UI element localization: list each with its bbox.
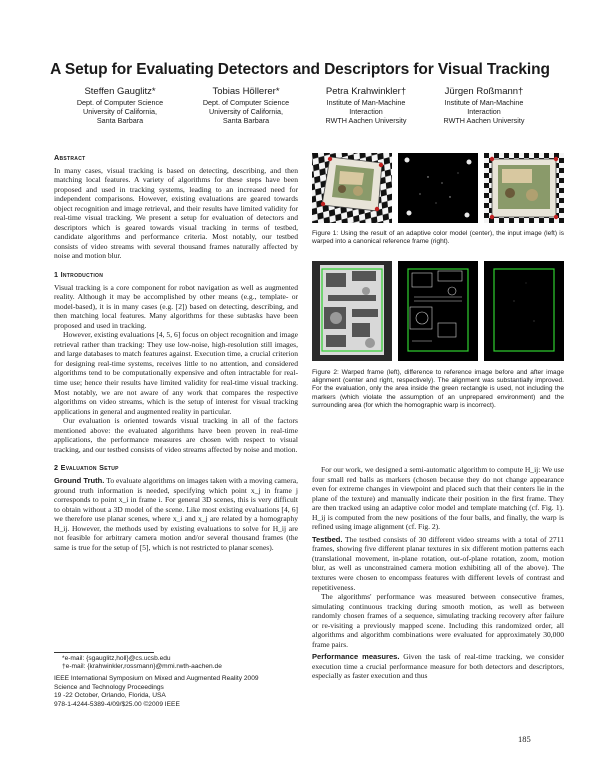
intro-paragraph-3: Our evaluation is oriented towards visual tracking in all of the factors mentioned above: the evaluated algorithms have been proven in real-time applications, the performance measures are chosen with respect to visual tracking, and our testbed consists of video streams affected by noise and motion. bbox=[54, 416, 298, 454]
page-number: 185 bbox=[518, 734, 531, 744]
paper-title: A Setup for Evaluating Detectors and Descriptors for Visual Tracking bbox=[50, 61, 550, 78]
intro-paragraph-2: However, existing evaluations [4, 5, 6] focus on object recognition and image retrieval rather than tracking: They use low-noise, high-resolution still images, and large databases to match features against. Execution time, a crucial criterion for designing real-time systems, receives little to no attention, and considered algorithms tend to be computationally expensive and often intractable for real-time use; hence their results have limited validity for real-time visual tracking. Most notably, we are not aware of any work that compares the respective algorithms on video streams, which is the setup of interest for visual tracking applications in general and augmented reality in particular. bbox=[54, 330, 298, 416]
author-affiliation: Santa Barbara bbox=[96, 116, 144, 125]
ground-truth-text: To evaluate algorithms on images taken with a moving camera, ground truth information is needed, specifying which point x_j in frame j corresponds to point x_i in frame i. For general 3D scenes, this is very difficult to obtain without a 3D model of the scene. Like most existing evaluations [4, 6] we therefore use planar scenes, where x_i and x_j are related by a homography H_ij. However, the methods used by existing evaluations to solve for H_ij are not feasible for arbitrary camera motion and/or several thousand frames (the same is true for the setup of [5], which is not restricted to planar scenes). bbox=[54, 475, 298, 552]
author-affiliation: Dept. of Computer Science bbox=[76, 98, 164, 107]
author-affiliation: Institute of Man-Machine bbox=[444, 98, 524, 107]
author-name: Petra Krahwinkler† bbox=[325, 86, 407, 97]
author-1 bbox=[54, 86, 186, 125]
performance-text: Given the task of real-time tracking, we consider execution time a crucial performance measure for both detectors and descriptors, especially as faster execution and thus bbox=[312, 652, 565, 681]
measurement-paragraph: The algorithms' performance was measured between consecutive frames, simulating continuous tracking during smooth motion, as well as between randomly chosen frames of a sequence, simulating tracking recovery after failure or re-visiting a previously mapped scene. Including this randomized order, all algorithms and algorithm combinations were evaluated for approximately 30,000 frame pairs. bbox=[312, 592, 564, 649]
abstract-text: In many cases, visual tracking is based on detecting, describing, and then matching local features. A variety of algorithms for these steps have been proposed and used in tracking systems, leading to an increased need for independent comparisons. However, existing evaluations are geared towards object recognition and image retrieval, and their results have limited validity for real-time visual tracking. We present a setup for evaluation of detectors and descriptors which is geared towards visual tracking in terms of testbed, candidate algorithms and performance criteria. Most notably, our testbed consists of video streams with several thousand frames naturally affected by noise and motion blur. bbox=[54, 165, 298, 261]
performance-paragraph bbox=[312, 652, 564, 681]
figure-1-warped-image bbox=[484, 153, 564, 223]
footnotes bbox=[62, 655, 298, 671]
author-affiliation: Interaction bbox=[467, 107, 501, 116]
author-name: Tobias Höllerer* bbox=[212, 86, 280, 97]
author-affiliation: Santa Barbara bbox=[222, 116, 270, 125]
figure-1-caption: Figure 1: Using the result of an adaptive color model (center), the input image (left) is warped into a canonical reference frame (right). bbox=[312, 230, 564, 246]
author-affiliation: RWTH Aachen University bbox=[443, 116, 525, 125]
footnote-1: *e-mail: {sgauglitz,holl}@cs.ucsb.edu bbox=[62, 655, 171, 662]
figure-2-warped-frame bbox=[312, 261, 392, 361]
author-2 bbox=[180, 86, 312, 125]
performance-label: Performance measures. bbox=[312, 652, 400, 662]
author-affiliation: Dept. of Computer Science bbox=[202, 98, 290, 107]
intro-paragraph-1: Visual tracking is a core component for robot navigation as well as augmented reality. Although it may be accomplished by other means (e.g., template- or model-based), it is in many cases (e.g. [2]) based on detecting, describing, and then matching local features. Many algorithms for these subtasks have been proposed and used in tracking. bbox=[54, 282, 298, 330]
author-affiliation: RWTH Aachen University bbox=[325, 116, 407, 125]
author-affiliation: Institute of Man-Machine bbox=[326, 98, 406, 107]
left-column bbox=[54, 153, 298, 552]
author-name: Jürgen Roßmann† bbox=[444, 86, 524, 97]
author-affiliation: University of California, bbox=[83, 107, 157, 116]
figure-1-color-model-image bbox=[398, 153, 478, 223]
conference-line-2: Science and Technology Proceedings bbox=[54, 683, 164, 691]
method-paragraph: For our work, we designed a semi-automatic algorithm to compute H_ij: We use four small red balls as markers (chosen because they do not change appearance even for extreme changes in viewpoint and placed such that their centers lie in the plane of the texture) and manually indicate their position in the first frame. They are then tracked using an adaptive color model and template matching (cf. Fig. 1). H_ij is computed from the new positions of the four balls, and finally, the warp is refined using image alignment (cf. Fig. 2). bbox=[312, 465, 564, 532]
section-1-heading: 1 Introduction bbox=[54, 270, 104, 280]
author-affiliation: University of California, bbox=[209, 107, 283, 116]
author-affiliation: Interaction bbox=[349, 107, 383, 116]
figure-2-difference-before bbox=[398, 261, 478, 361]
testbed-text: The testbed consists of 30 different video streams with a total of 2711 frames, showing five different planar textures in six different motion patterns each (translational movement, in-plane rotation, out-of-plane rotation, zoom, motion blur, as well as unconstrained camera motion exhibiting all of the above). The textures were chosen to encompass features with different levels of contrast and repetitiveness. bbox=[312, 534, 564, 592]
section-2-heading: 2 Evaluation Setup bbox=[54, 463, 119, 473]
figure-1-input-image bbox=[312, 153, 392, 223]
conference-line-4: 978-1-4244-5389-4/09/$25.00 ©2009 IEEE bbox=[54, 700, 180, 708]
testbed-paragraph bbox=[312, 535, 564, 592]
testbed-label: Testbed. bbox=[312, 534, 343, 544]
abstract-heading: Abstract bbox=[54, 153, 86, 162]
author-name: Steffen Gauglitz* bbox=[84, 86, 156, 97]
ground-truth-label: Ground Truth. bbox=[54, 475, 105, 485]
author-3 bbox=[300, 86, 432, 125]
footnote-2: †e-mail: {krahwinkler,rossmann}@mmi.rwth-aachen.de bbox=[62, 663, 222, 670]
figure-2-caption: Figure 2: Warped frame (left), difference to reference image before and after image alignment (center and right, respectively). The alignment was substantially improved. For the evaluation, only the area inside the green rectangle is used, not including the markers (which violate the assumption of an unprepared environment) and the surrounding area (for which the homographic warp is incorrect). bbox=[312, 369, 564, 409]
conference-line-1: IEEE International Symposium on Mixed and Augmented Reality 2009 bbox=[54, 675, 259, 682]
ground-truth-paragraph bbox=[54, 476, 298, 552]
author-4 bbox=[418, 86, 550, 125]
figure-2-difference-after bbox=[484, 261, 564, 361]
conference-info bbox=[54, 675, 304, 709]
footnote-rule bbox=[54, 652, 154, 653]
conference-line-3: 19 -22 October, Orlando, Florida, USA bbox=[54, 692, 166, 700]
right-column bbox=[312, 465, 564, 681]
